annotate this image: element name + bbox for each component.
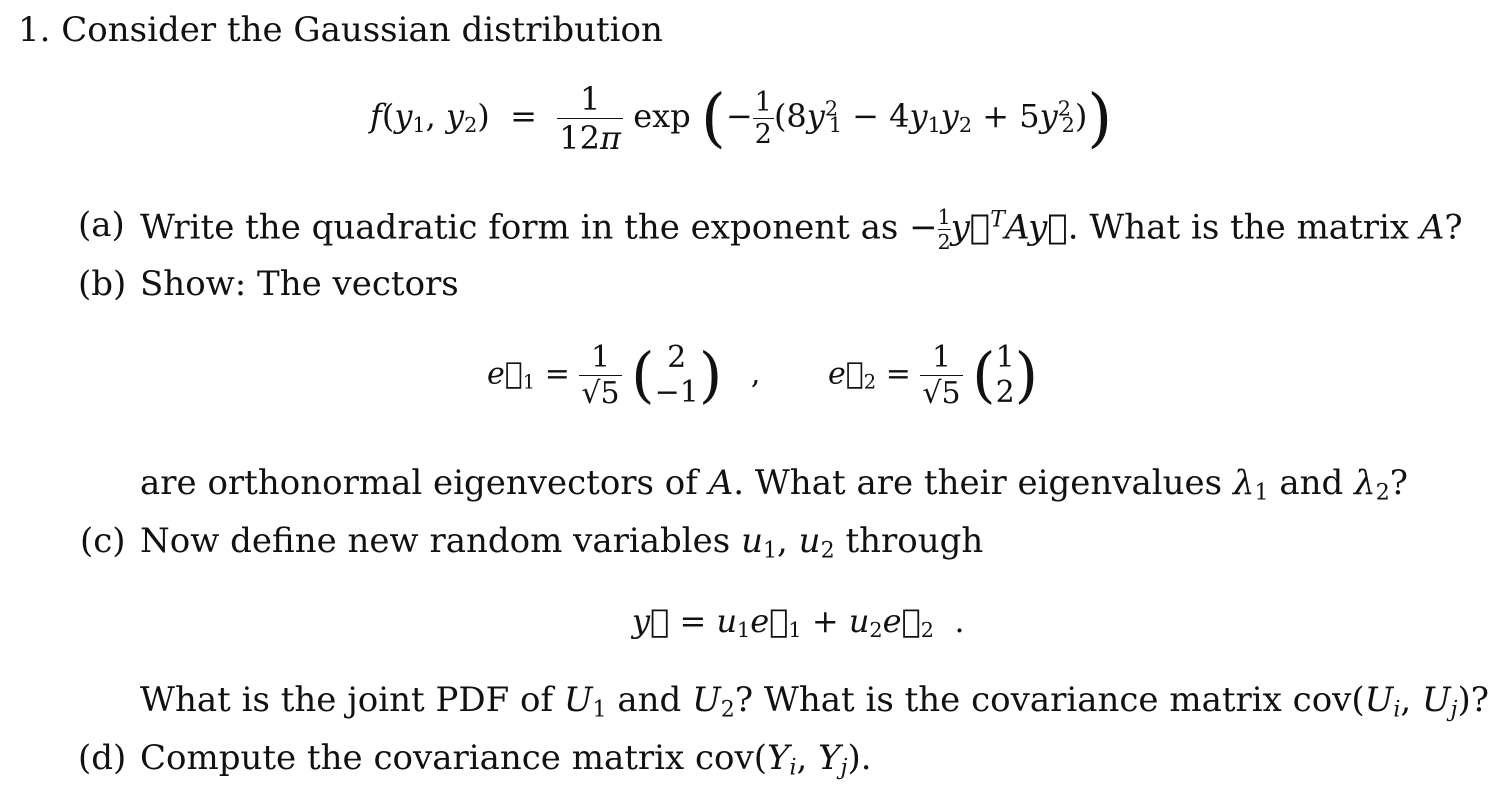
part-d-label: (d) — [78, 738, 127, 778]
part-a — [78, 205, 125, 245]
part-b-text: Show: The vectors — [140, 264, 459, 304]
part-a-text: Write the quadratic form in the exponent as − $\frac{1}{2}$ y⃗$^T$Ay⃗. What is the matrix A? — [140, 205, 1463, 254]
part-c-text: Now define new random variables $u_1$, $u_2$ through — [140, 521, 984, 564]
problem-intro: Consider the Gaussian distribution — [61, 10, 663, 50]
part-b-label: (b) — [78, 264, 127, 304]
part-c — [80, 521, 126, 561]
part-a-label: (a) — [78, 205, 125, 245]
exp-function: exp — [633, 97, 691, 135]
eigenvector-e2: $e⃗_2$ = $\frac{1}{√5}$ ( 1 2 ) — [828, 340, 1039, 411]
density-equation: $f(y_1$, $y_2$) = $\frac{1}{12\pi}$ exp (− $\frac{1}{2}$ $(8y^2_1 - 4y_1y_2 + 5y^2_2)$) — [370, 80, 1113, 157]
part-c-label: (c) — [80, 521, 126, 561]
part-b-followup: are orthonormal eigenvectors of A. What are their eigenvalues $\lambda_1$ and $\lambda_2$? — [140, 463, 1408, 506]
problem-number: 1. — [18, 10, 51, 50]
normalizing-fraction: $\frac{1}{12\pi}$ — [559, 80, 622, 157]
eigenvector-e1: $e⃗_1$ = $\frac{1}{√5}$ ( 2 −1 ) , — [487, 340, 761, 411]
part-d — [78, 738, 126, 778]
transform-equation: y⃗ = $u_1e⃗_1$ + $u_2e⃗_2$ . — [632, 602, 965, 643]
part-d-text: Compute the covariance matrix $cov(Y_i$, $Y_j$). — [140, 738, 872, 781]
problem-heading — [18, 10, 663, 50]
part-b — [78, 264, 126, 304]
part-c-question: What is the joint PDF of $U_1$ and $U_2$? What is the covariance matrix $cov(U_i$, $U_j$)? — [140, 680, 1489, 723]
